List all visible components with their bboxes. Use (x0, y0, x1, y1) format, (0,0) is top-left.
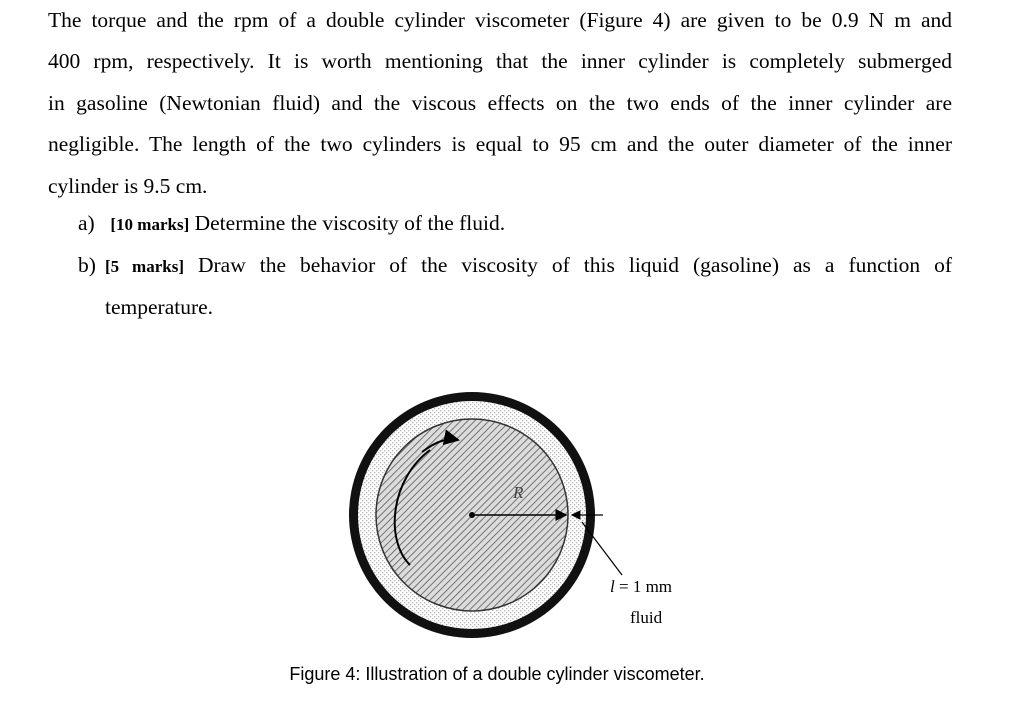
question-label: a) (78, 211, 95, 235)
question-label: b) (78, 253, 96, 277)
viscometer-diagram (320, 370, 720, 655)
question-b (78, 245, 952, 329)
gap-label: l = 1 mm (610, 577, 673, 596)
problem-line: 400 rpm, respectively. It is worth mentioning that the inner cylinder is completely submerged (48, 49, 952, 74)
problem-statement (48, 0, 952, 207)
fluid-label: fluid (630, 608, 663, 627)
problem-line: The torque and the rpm of a double cylinder viscometer (Figure 4) are given to be 0.9 N m and (48, 8, 952, 32)
problem-line: cylinder is 9.5 cm. (48, 173, 208, 198)
problem-line: in gasoline (Newtonian fluid) and the viscous effects on the two ends of the inner cylinder are (48, 90, 952, 115)
question-b-line2: temperature. (105, 295, 214, 320)
question-b-line1 (78, 245, 952, 287)
radius-label: R (513, 483, 524, 502)
question-text: Draw the behavior of the viscosity of this liquid (gasoline) as a function of (198, 253, 952, 277)
problem-line: negligible. The length of the two cylinders is equal to 95 cm and the outer diameter of the inner (48, 132, 952, 157)
question-marks: [10 marks] (110, 215, 190, 234)
question-text: Determine the viscosity of the fluid. (194, 211, 506, 235)
viscometer-figure (320, 370, 720, 655)
question-a (78, 203, 958, 245)
question-marks: [5 marks] (105, 257, 184, 276)
figure-caption: Figure 4: Illustration of a double cylinder viscometer. (289, 664, 705, 684)
